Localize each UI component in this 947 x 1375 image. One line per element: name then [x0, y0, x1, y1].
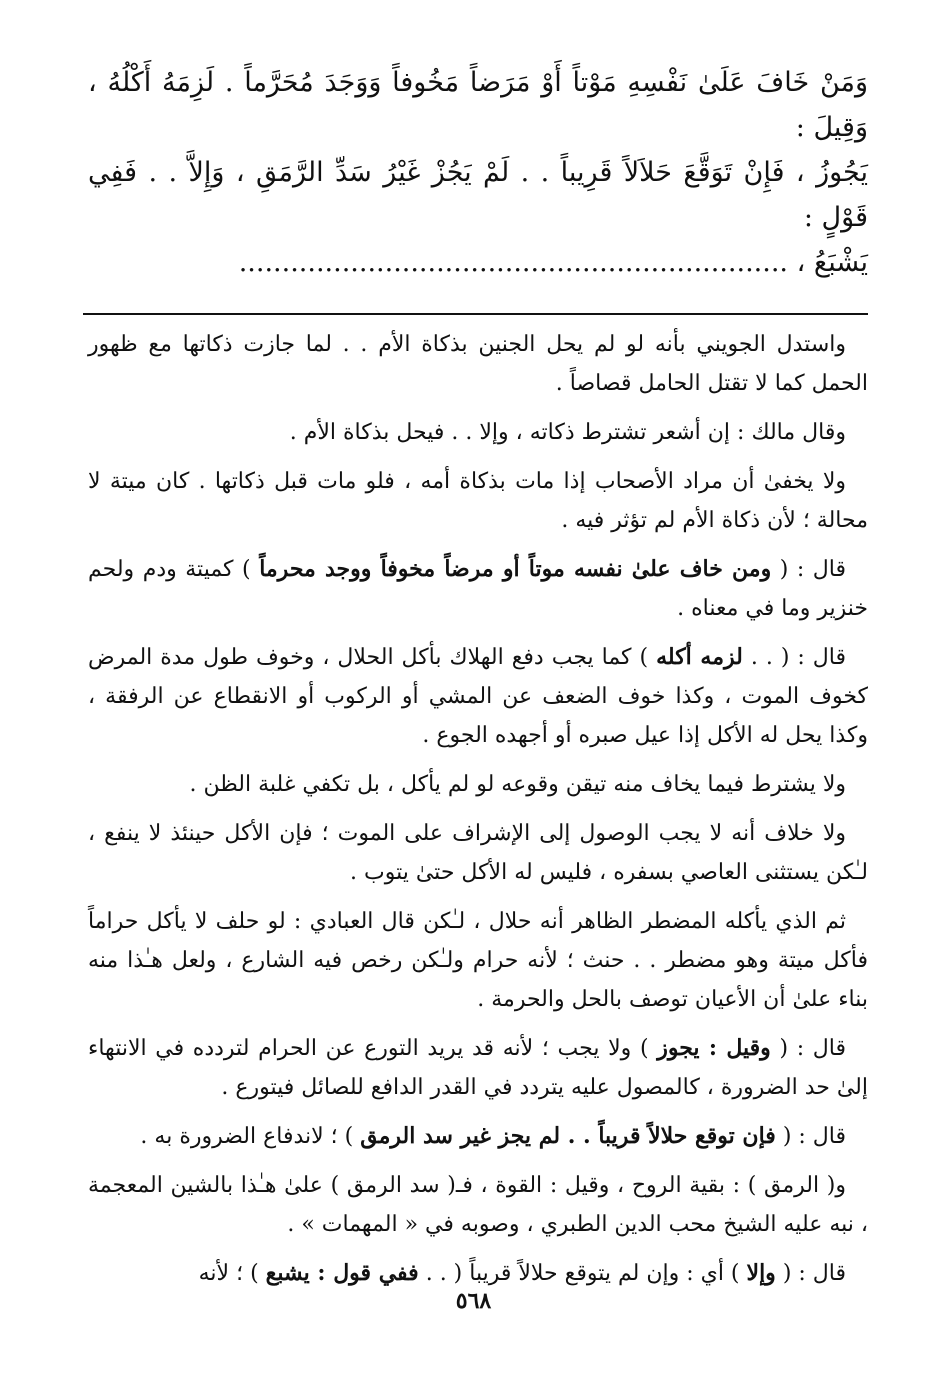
commentary-paragraph-3: ولا يخفىٰ أن مراد الأصحاب إذا مات بذكاة أمه ، فلو مات قبل ذكاتها . كان ميتة لا محالة ؛ لأن ذكاة الأم لم تؤثر فيه . — [88, 469, 868, 533]
main-text-line-3: يَشْبَعُ ، — [796, 247, 868, 278]
book-page — [88, 60, 868, 1330]
quoted-matn: ومن خاف علىٰ نفسه موتاً أو مرضاً مخوفاً ووجد محرماً — [259, 556, 772, 582]
commentary-paragraph-10: قال : ( فإن توقع حلالاً قريباً . . لم يجز غير سد الرمق ) ؛ لاندفاع الضرورة به . — [140, 1123, 846, 1149]
separator-rule — [83, 313, 868, 315]
main-text-line-2: يَجُوزُ ، فَإِنْ تَوَقَّعَ حَلاَلاً قَرِيباً . . لَمْ يَجُزْ غَيْرُ سَدِّ الرَّمَقِ ، وَإِلاَّ . . فَفِي قَوْلٍ : — [88, 157, 868, 233]
continuation-dots: ................................................................ — [238, 247, 788, 278]
commentary-paragraph-9: قال : ( وقيل : يجوز ) ولا يجب ؛ لأنه قد يريد التورع عن الحرام لتردده في الانتهاء إلىٰ حد الضرورة ، كالمصول عليه يتردد في القدر الدافع للصائل فيتورع . — [88, 1035, 868, 1100]
commentary — [88, 325, 868, 1293]
quoted-matn: لزمه أكله — [656, 644, 743, 670]
commentary-paragraph-2: وقال مالك : إن أشعر تشترط ذكاته ، وإلا . . فيحل بذكاة الأم . — [289, 420, 846, 445]
quoted-matn: وإلا — [746, 1260, 776, 1286]
main-text-line-1: وَمَنْ خَافَ عَلَىٰ نَفْسِهِ مَوْتاً أَوْ مَرَضاً مَخُوفاً وَوَجَدَ مُحَرَّماً . لَزِمَهُ أَكْلُهُ ، وَقِيلَ : — [88, 67, 868, 143]
main-text — [88, 60, 868, 285]
commentary-paragraph-4: قال : ( ومن خاف علىٰ نفسه موتاً أو مرضاً مخوفاً ووجد محرماً ) كميتة ودم ولحم خنزير وما في معناه . — [88, 556, 868, 621]
commentary-paragraph-11: و( الرمق ) : بقية الروح ، وقيل : القوة ، فـ( سد الرمق ) علىٰ هـٰذا بالشين المعجمة ، نبه عليه الشيخ محب الدين الطبري ، وصوبه في « المهمات » . — [88, 1173, 868, 1237]
commentary-paragraph-1: واستدل الجويني بأنه لو لم يحل الجنين بذكاة الأم . . لما جازت ذكاتها مع ظهور الحمل كما لا تقتل الحامل قصاصاً . — [88, 332, 868, 396]
commentary-paragraph-5: قال : ( . . لزمه أكله ) كما يجب دفع الهلاك بأكل الحلال ، وخوف طول مدة المرض كخوف الموت ، وكذا خوف الضعف عن المشي أو الركوب أو الانقطاع عن الرفقة ، وكذا يحل له الأكل إذا عيل صبره أو أجهده الجوع . — [88, 644, 868, 748]
page-number: ٥٦٨ — [455, 1288, 492, 1314]
commentary-paragraph-7: ولا خلاف أنه لا يجب الوصول إلى الإشراف على الموت ؛ فإن الأكل حينئذ لا ينفع ، لـٰكن يستثنى العاصي بسفره ، فليس له الأكل حتىٰ يتوب . — [88, 821, 868, 885]
commentary-paragraph-8: ثم الذي يأكله المضطر الظاهر أنه حلال ، لـٰكن قال العبادي : لو حلف لا يأكل حراماً فأكل ميتة وهو مضطر . . حنث ؛ لأنه حرام ولـٰكن رخص فيه الشارع ، ولعل هـٰذا منه بناء علىٰ أن الأعيان توصف بالحل والحرمة . — [88, 909, 868, 1012]
commentary-paragraph-6: ولا يشترط فيما يخاف منه تيقن وقوعه لو لم يأكل ، بل تكفي غلبة الظن . — [189, 772, 846, 797]
quoted-matn: ففي قول : يشبع — [265, 1260, 419, 1286]
commentary-paragraph-12: قال : ( وإلا ) أي : وإن لم يتوقع حلالاً قريباً ( . . ففي قول : يشبع ) ؛ لأنه — [198, 1260, 846, 1286]
quoted-matn: فإن توقع حلالاً قريباً . . لم يجز غير سد الرمق — [360, 1123, 776, 1149]
quoted-matn: وقيل : يجوز — [657, 1035, 771, 1061]
